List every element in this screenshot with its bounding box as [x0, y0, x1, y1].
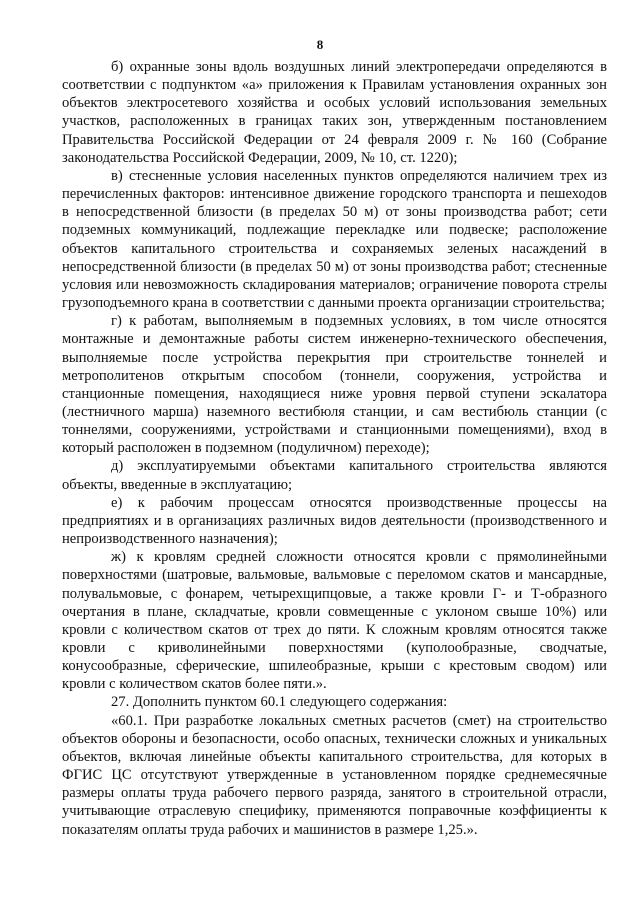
paragraph-zh-roof-complexity: ж) к кровлям средней сложности относятся кровли с прямолинейными поверхностями (шатровые, вальмовые, вальмовые с переломом скатов и мансардные, полувальмовые, с фонарем, четырехщипцовые, а также кровли Г- и Т-образного очертания в плане, складчатые, кровли совмещенные с уклоном свыше 10%) или кровли с количеством скатов от трех до пяти. К сложным кровлям относятся также кровли с криволинейными поверхностями (куполообразные, сводчатые, конусообразные, сферические, шпилеобразные, крыши с крестовым сводом) или кровли с количеством скатов более пяти.». [62, 549, 607, 693]
document-body [62, 58, 607, 839]
page-number: 8 [316, 37, 324, 52]
paragraph-e-work-processes: е) к рабочим процессам относятся производственные процессы на предприятиях и в организациях различных видов деятельности (производственного и непроизводственного назначения); [62, 494, 607, 548]
paragraph-d-operated-objects: д) эксплуатируемыми объектами капитального строительства являются объекты, введенные в эксплуатацию; [62, 458, 607, 493]
paragraph-27-amendment: 27. Дополнить пунктом 60.1 следующего содержания: [111, 694, 448, 711]
paragraph-60-1-new-clause: «60.1. При разработке локальных сметных расчетов (смет) на строительство объектов обороны и безопасности, особо опасных, технически сложных и уникальных объектов, включая линейные объекты капитального строительства, для которых в ФГИС ЦС отсутствуют утвержденные в установленном порядке среднемесячные размеры оплаты труда рабочего первого разряда, занятого в строительной отрасли, учитывающие отраслевую специфику, применяются поправочные коэффициенты к показателям оплаты труда рабочих и машинистов в размере 1,25.». [62, 712, 607, 838]
paragraph-g-underground-works: г) к работам, выполняемым в подземных условиях, в том числе относятся монтажные и демонтажные работы систем инженерно-технического обеспечения, выполняемые после устройства перекрытия при строительстве тоннелей и метрополитенов открытым способом (тоннели, сооружения, устройства и станционные помещения, находящиеся ниже уровня первой ступени эскалатора (лестничного марша) наземного вестибюля станции, и сам вестибюль станции (с тоннелями, сооружениями, устройствами и станционными помещениями), вход в который расположен в подземном (подуличном) переходе); [62, 313, 607, 457]
paragraph-b-protected-zones: б) охранные зоны вдоль воздушных линий электропередачи определяются в соответствии с подпунктом «а» приложения к Правилам установления охранных зон объектов электросетевого хозяйства и особых условий использования земельных участков, расположенных в границах таких зон, утвержденным постановлением Правительства Российской Федерации от 24 февраля 2009 г. № 160 (Собрание законодательства Российской Федерации, 2009, № 10, ст. 1220); [62, 59, 607, 166]
paragraph-v-constrained-conditions: в) стесненные условия населенных пунктов определяются наличием трех из перечисленных факторов: интенсивное движение городского транспорта и пешеходов в непосредственной близости (в пределах 50 м) от зоны производства работ; сети подземных коммуникаций, подлежащие перекладке или подвеске; расположение объектов капитального строительства и сохраняемых зеленых насаждений в непосредственной близости (в пределах 50 м) от зоны производства работ; стесненные условия или невозможность складирования материалов; ограничение поворота стрелы грузоподъемного крана в соответствии с данными проекта организации строительства; [62, 167, 607, 312]
